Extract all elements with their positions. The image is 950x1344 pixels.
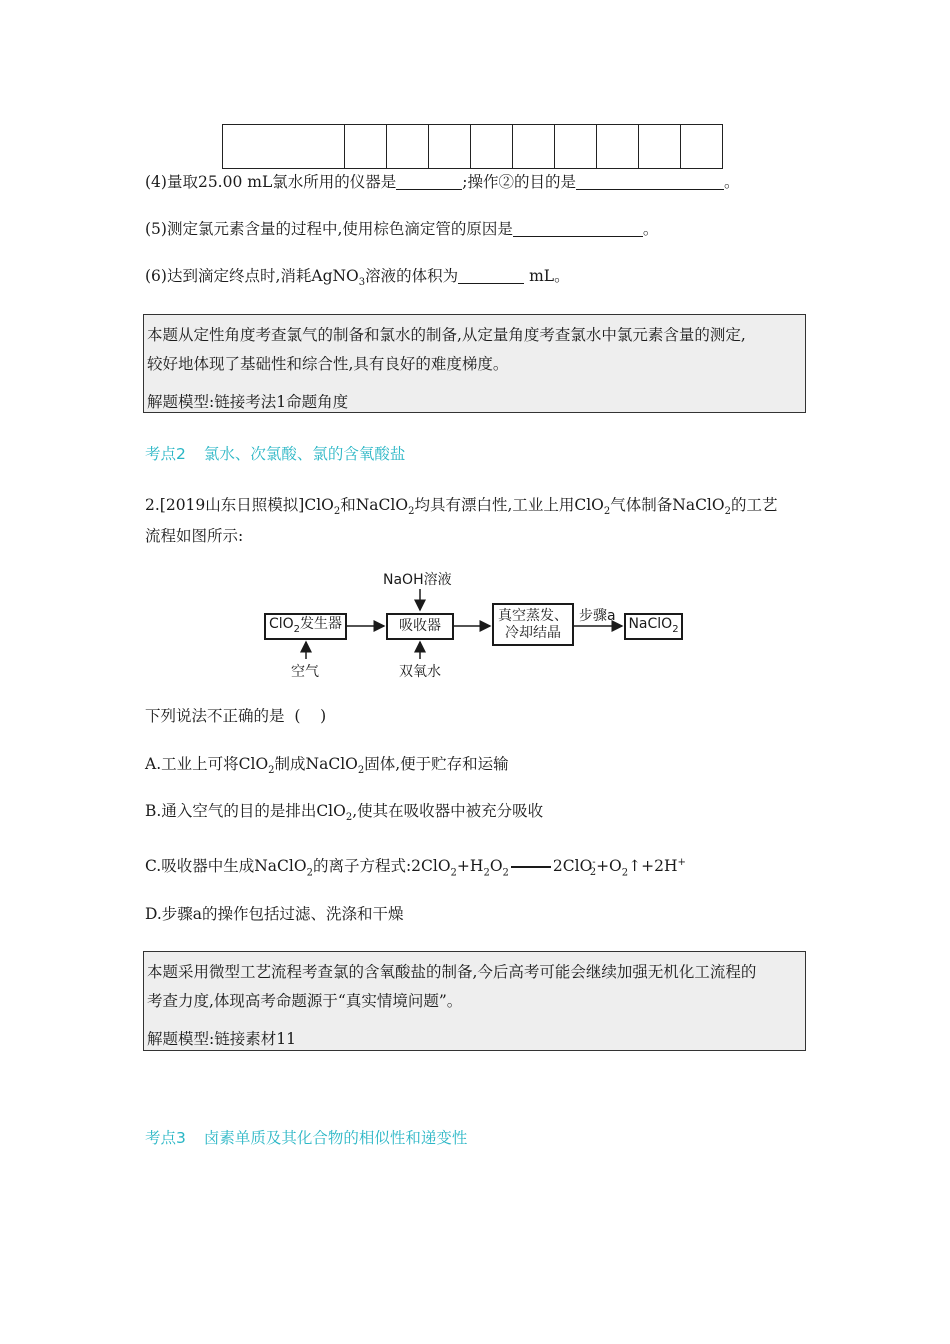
step-a-label: 步骤a bbox=[579, 608, 616, 624]
solution-model: 解题模型:链接考法1命题角度 bbox=[147, 393, 349, 411]
commentary-line: 考查力度,体现高考命题源于“真实情境问题”。 bbox=[147, 992, 463, 1010]
absorber-box: 吸收器 bbox=[386, 613, 454, 640]
commentary-box bbox=[143, 951, 806, 1051]
problem-text: 2.[2019山东日照模拟]ClO bbox=[145, 496, 334, 514]
subscript: 2 bbox=[408, 506, 415, 518]
naclo2-product-box: NaClO$_2$ bbox=[624, 613, 683, 640]
problem-text: 均具有漂白性,工业上用ClO bbox=[414, 496, 604, 514]
question-stem: 下列说法不正确的是 ( ) bbox=[145, 707, 327, 725]
commentary-line: 较好地体现了基础性和综合性,具有良好的难度梯度。 bbox=[147, 355, 509, 373]
problem-text: 的工艺 bbox=[730, 496, 778, 514]
option-a[interactable]: A.工业上可将ClO$_2$制成NaClO$_2$固体,便于贮存和运输 bbox=[145, 755, 509, 777]
problem-2-line2: 流程如图所示: bbox=[145, 527, 244, 545]
naoh-label: NaOH溶液 bbox=[383, 572, 452, 588]
subscript: 3 bbox=[358, 277, 366, 289]
air-label: 空气 bbox=[291, 664, 319, 680]
option-d[interactable]: D.步骤a的操作包括过滤、洗涤和干燥 bbox=[145, 905, 404, 923]
option-c[interactable]: C.吸收器中生成NaClO$_2$的离子方程式$:2ClO_2+H_2O_2$ $2ClO^-_2+O_2↑+2H^+$ bbox=[145, 857, 686, 879]
question-4-text: (4)量取25.00 mL氯水所用的仪器是 bbox=[145, 173, 397, 191]
question-6-text-b: 溶液的体积为 bbox=[365, 267, 459, 285]
question-4-text-b: ;操作②的目的是 bbox=[462, 173, 576, 191]
problem-text: 气体制备NaClO bbox=[610, 496, 725, 514]
evaporation-box: 真空蒸发、 冷却结晶 bbox=[492, 603, 574, 646]
commentary-line: 本题采用微型工艺流程考查氯的含氧酸盐的制备,今后高考可能会继续加强无机化工流程的 bbox=[147, 963, 757, 981]
section-title: 卤素单质及其化合物的相似性和递变性 bbox=[203, 1129, 468, 1147]
subscript: 2 bbox=[603, 506, 611, 518]
clo2-generator-box: ClO$_2$发生器 bbox=[264, 613, 347, 640]
hydrogen-peroxide-label: 双氧水 bbox=[399, 664, 441, 680]
question-6-text: (6)达到滴定终点时,消耗AgNO bbox=[145, 267, 359, 285]
subscript: 2 bbox=[724, 506, 731, 518]
section-number: 考点2 bbox=[145, 445, 186, 463]
solution-model: 解题模型:链接素材11 bbox=[147, 1030, 296, 1048]
reaction-sign bbox=[511, 866, 551, 868]
section-number: 考点3 bbox=[145, 1129, 186, 1147]
option-b[interactable]: B.通入空气的目的是排出ClO$_2$,使其在吸收器中被充分吸收 bbox=[145, 802, 544, 824]
commentary-line: 本题从定性角度考查氯气的制备和氯水的制备,从定量角度考查氯水中氯元素含量的测定, bbox=[147, 326, 746, 344]
question-5-end: 。 bbox=[642, 220, 659, 238]
problem-text: 和NaClO bbox=[340, 496, 409, 514]
subscript: 2 bbox=[333, 506, 341, 518]
question-6-unit: mL。 bbox=[524, 267, 570, 285]
section-heading bbox=[145, 1126, 467, 1148]
question-4-end: 。 bbox=[723, 173, 740, 191]
section-title: 氯水、次氯酸、氯的含氧酸盐 bbox=[203, 445, 406, 463]
question-5-text: (5)测定氯元素含量的过程中,使用棕色滴定管的原因是 bbox=[145, 220, 513, 238]
